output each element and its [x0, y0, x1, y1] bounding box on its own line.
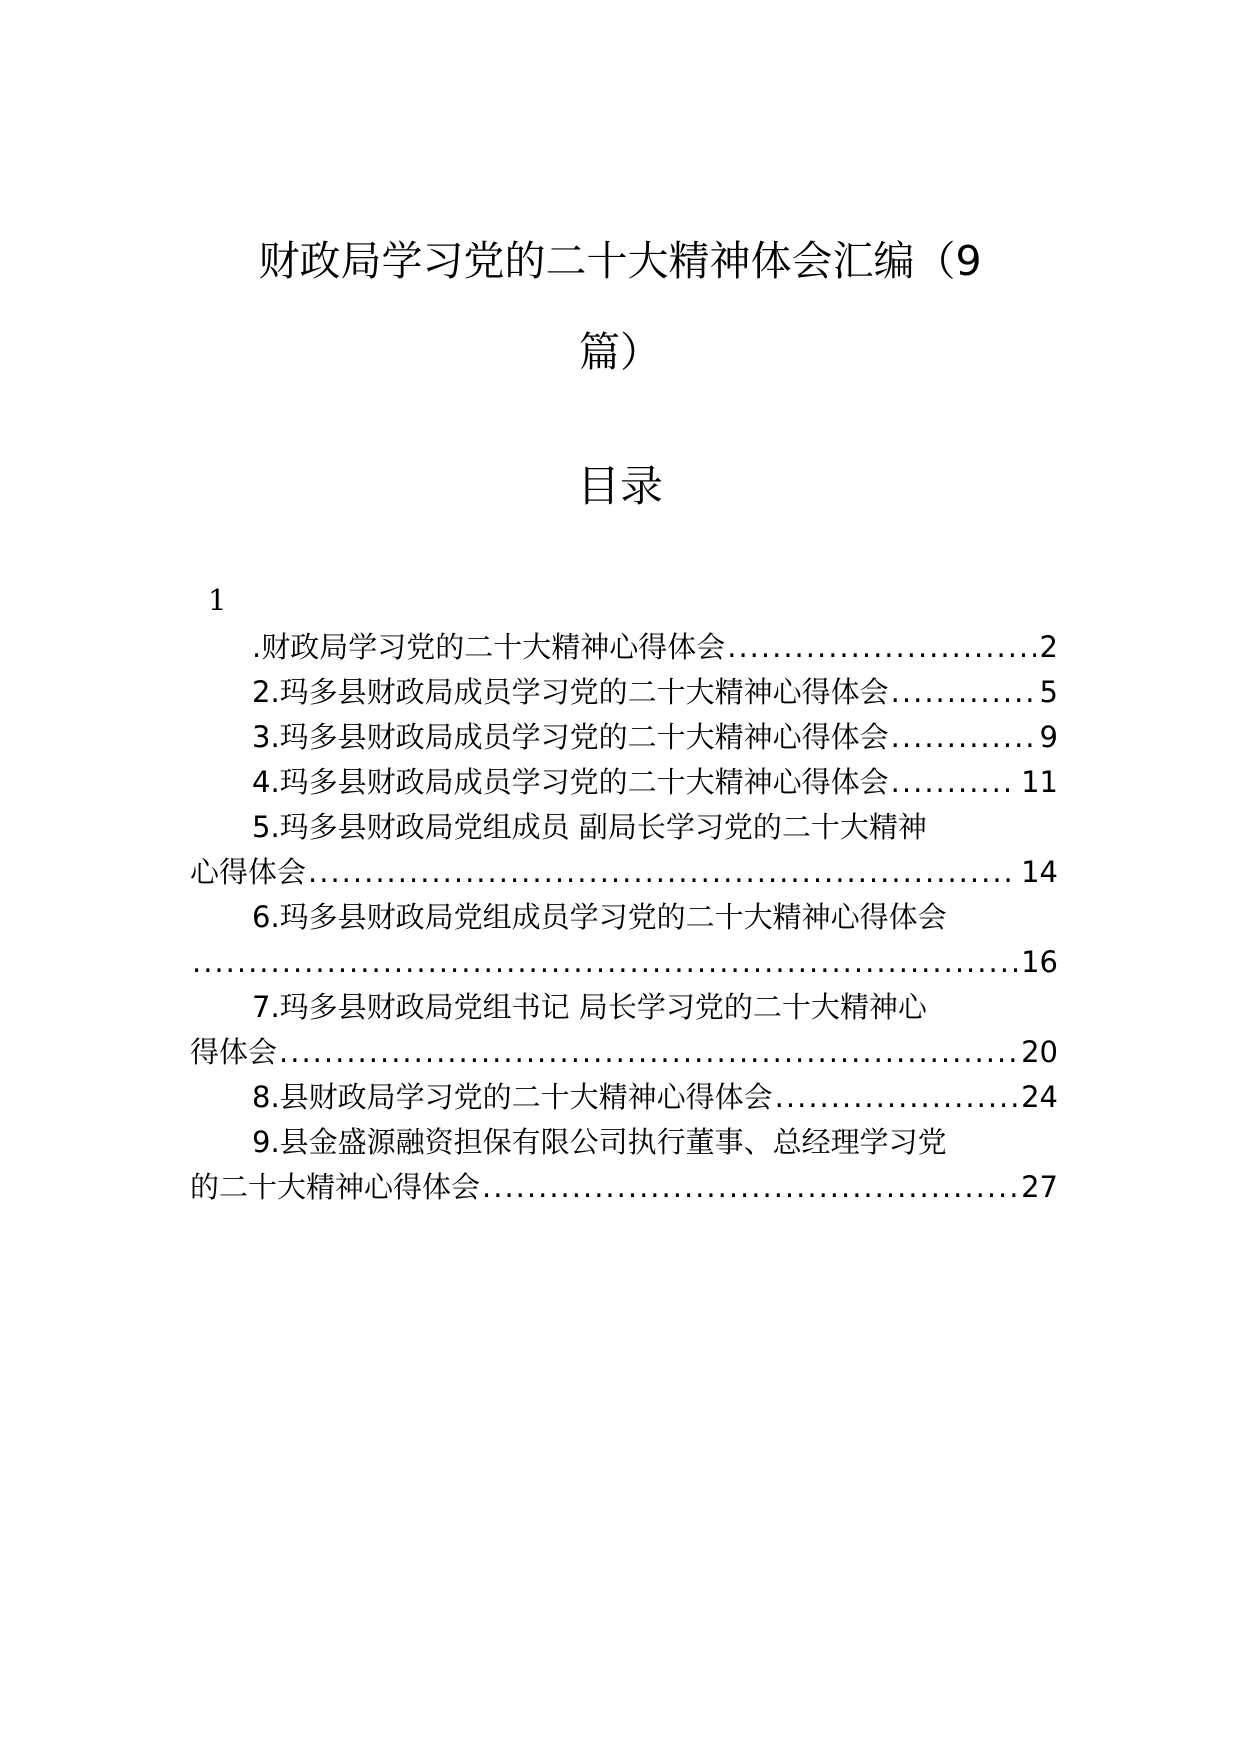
- toc-page-number: 2: [1039, 630, 1058, 664]
- toc-entry-text: 7.玛多县财政局党组书记 局长学习党的二十大精神心: [252, 990, 927, 1024]
- toc-entry-text: 心得体会: [190, 855, 307, 889]
- toc-entry-9-line-1[interactable]: [190, 1120, 1058, 1165]
- toc-entry-6-line-1[interactable]: [190, 895, 1058, 940]
- toc-page-number: 9: [1039, 720, 1058, 754]
- toc-dot-leader: [192, 940, 1017, 985]
- toc-entry-7-line-2[interactable]: [190, 1030, 1058, 1075]
- toc-dot-leader: [775, 1075, 1017, 1120]
- toc-entry-text: 6.玛多县财政局党组成员学习党的二十大精神心得体会: [252, 900, 947, 934]
- toc-page-number: 11: [1021, 765, 1058, 799]
- toc-entry-5-line-2[interactable]: [190, 850, 1058, 895]
- toc-entry-8[interactable]: [190, 1075, 1058, 1120]
- toc-entry-text: 的二十大精神心得体会: [190, 1170, 481, 1204]
- toc-dot-leader: [308, 850, 1017, 895]
- toc-dot-leader: [891, 715, 1036, 760]
- toc-entry-text: .财政局学习党的二十大精神心得体会: [252, 630, 726, 664]
- toc-dot-leader: [891, 760, 1017, 805]
- toc-entry-text: 2.玛多县财政局成员学习党的二十大精神心得体会: [252, 675, 889, 709]
- toc-heading: 目录: [577, 462, 663, 512]
- toc-page-number: 27: [1021, 1170, 1058, 1204]
- document-title-line-2: 篇）: [579, 328, 661, 376]
- toc-page-number: 24: [1021, 1080, 1058, 1114]
- toc-entry-text: 3.玛多县财政局成员学习党的二十大精神心得体会: [252, 720, 889, 754]
- table-of-contents: [190, 625, 1058, 1210]
- toc-page-number: 20: [1021, 1035, 1058, 1069]
- toc-entry-text: 9.县金盛源融资担保有限公司执行董事、总经理学习党: [252, 1125, 947, 1159]
- toc-entry-6-line-2[interactable]: [190, 940, 1058, 985]
- toc-dot-leader: [727, 625, 1035, 670]
- toc-entry-text: 5.玛多县财政局党组成员 副局长学习党的二十大精神: [252, 810, 927, 844]
- toc-entry-4[interactable]: [190, 760, 1058, 805]
- toc-entry-7-line-1[interactable]: [190, 985, 1058, 1030]
- toc-entry-9-line-2[interactable]: [190, 1165, 1058, 1210]
- toc-page-number: 16: [1021, 945, 1058, 979]
- toc-page-number: 14: [1021, 855, 1058, 889]
- toc-dot-leader: [891, 670, 1036, 715]
- toc-entry-5-line-1[interactable]: [190, 805, 1058, 850]
- document-title-line-1: 财政局学习党的二十大精神体会汇编（9: [258, 237, 982, 285]
- toc-page-number: 5: [1039, 675, 1058, 709]
- toc-entry-3[interactable]: [190, 715, 1058, 760]
- toc-entry-1[interactable]: [190, 625, 1058, 670]
- toc-dot-leader: [279, 1030, 1017, 1075]
- list-number-marker: 1: [208, 583, 227, 617]
- toc-entry-2[interactable]: [190, 670, 1058, 715]
- toc-entry-text: 4.玛多县财政局成员学习党的二十大精神心得体会: [252, 765, 889, 799]
- toc-entry-text: 得体会: [190, 1035, 278, 1069]
- toc-dot-leader: [482, 1165, 1017, 1210]
- toc-entry-text: 8.县财政局学习党的二十大精神心得体会: [252, 1080, 773, 1114]
